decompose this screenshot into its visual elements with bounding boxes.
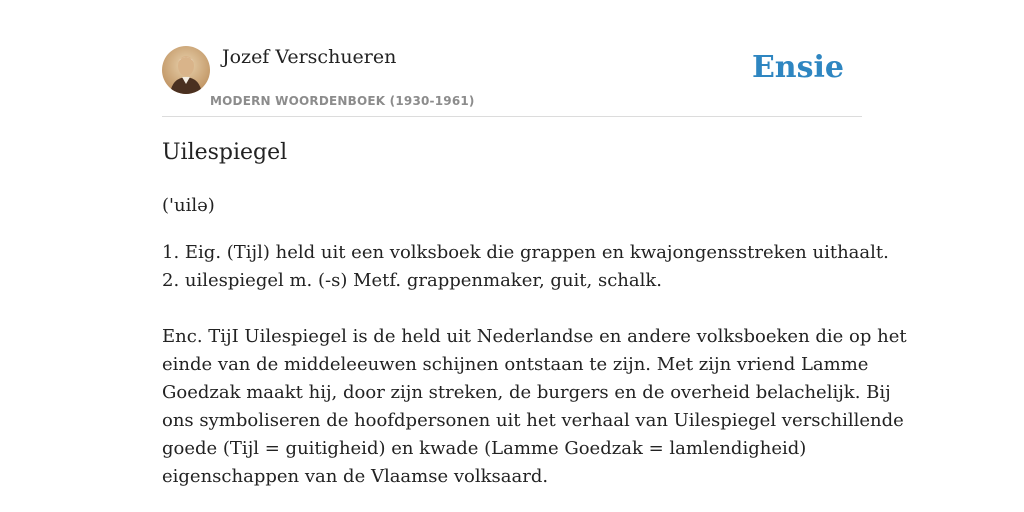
encyclopedia-line: Enc. TijI Uilespiegel is de held uit Nederlandse en andere volksboeken die op het <box>162 326 907 347</box>
encyclopedia-line: goede (Tijl = guitigheid) en kwade (Lamme Goedzak = lamlendigheid) <box>162 438 807 459</box>
header <box>162 40 862 117</box>
encyclopedia-text <box>162 323 907 491</box>
definitions-list <box>162 239 889 295</box>
encyclopedia-line: einde van de middeleeuwen schijnen ontstaan te zijn. Met zijn vriend Lamme <box>162 354 869 375</box>
source-label[interactable]: MODERN WOORDENBOEK (1930-1961) <box>210 94 475 108</box>
encyclopedia-line: Goedzak maakt hij, door zijn streken, de burgers en de overheid belachelijk. Bij <box>162 382 891 403</box>
ensie-logo[interactable]: Ensie <box>751 50 844 85</box>
author-name[interactable]: Jozef Verschueren <box>222 46 397 68</box>
author-portrait-icon <box>162 46 210 94</box>
author-avatar[interactable] <box>162 46 210 94</box>
entry-title: Uilespiegel <box>162 140 288 165</box>
definition-item: 2. uilespiegel m. (-s) Metf. grappenmaker, guit, schalk. <box>162 270 663 291</box>
encyclopedia-line: eigenschappen van de Vlaamse volksaard. <box>162 466 549 487</box>
pronunciation: ('uilə) <box>162 195 215 216</box>
encyclopedia-line: ons symboliseren de hoofdpersonen uit het verhaal van Uilespiegel verschillende <box>162 410 904 431</box>
definition-item: 1. Eig. (Tijl) held uit een volksboek die grappen en kwajongensstreken uithaalt. <box>162 242 889 263</box>
